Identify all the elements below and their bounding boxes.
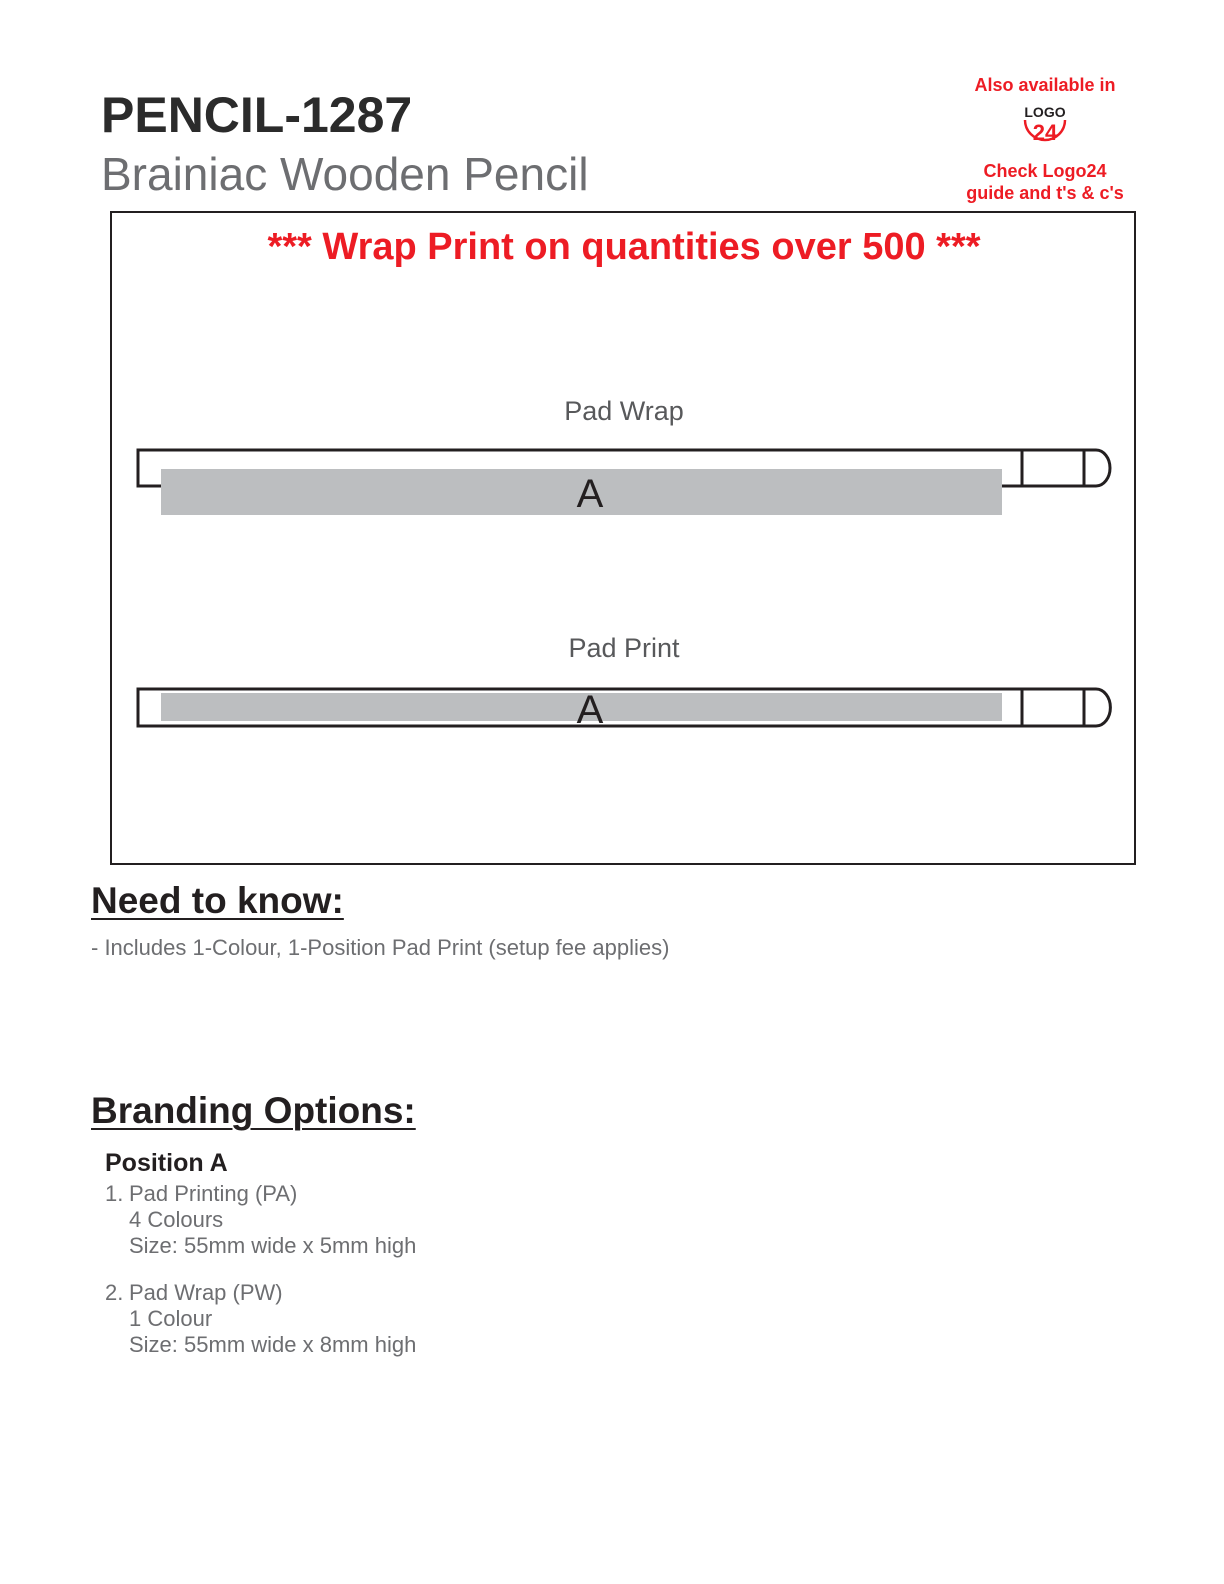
option-size: Size: 55mm wide x 8mm high — [129, 1332, 417, 1357]
logo24-badge-icon — [1015, 98, 1075, 156]
product-name: Brainiac Wooden Pencil — [101, 148, 589, 200]
need-to-know-item: - Includes 1-Colour, 1-Position Pad Print (setup fee applies) — [91, 935, 670, 960]
need-to-know-heading: Need to know: — [91, 880, 344, 921]
option-colours: 4 Colours — [129, 1207, 224, 1232]
wrap-print-banner: *** Wrap Print on quantities over 500 *** — [267, 226, 981, 268]
product-code: PENCIL-1287 — [101, 87, 413, 143]
logo24-notice — [950, 74, 1140, 204]
logo24-number: 24 — [1032, 120, 1058, 145]
branding-options-heading: Branding Options: — [91, 1090, 416, 1131]
pad-wrap-pencil-icon — [134, 444, 1116, 520]
position-a-title: Position A — [105, 1149, 228, 1177]
logo24-check-line1: Check Logo24 — [983, 161, 1107, 181]
option-name: Pad Printing (PA) — [129, 1181, 298, 1206]
option-number: 1. — [105, 1181, 124, 1206]
pad-wrap-area-label: A — [576, 472, 604, 516]
logo24-word: LOGO — [1024, 104, 1066, 120]
pad-wrap-label: Pad Wrap — [564, 396, 684, 426]
branding-option-pad-printing — [105, 1181, 416, 1259]
option-size: Size: 55mm wide x 5mm high — [129, 1233, 417, 1258]
option-name: Pad Wrap (PW) — [129, 1280, 283, 1305]
logo24-also-available: Also available in — [974, 75, 1116, 95]
option-colours: 1 Colour — [129, 1306, 213, 1331]
branding-diagram-frame — [110, 211, 1136, 865]
pad-print-pencil-icon — [134, 686, 1116, 730]
option-number: 2. — [105, 1280, 124, 1305]
pad-print-area-label: A — [576, 688, 604, 732]
logo24-check-line2: guide and t's & c's — [966, 183, 1124, 203]
pad-print-label: Pad Print — [568, 633, 680, 663]
branding-option-pad-wrap — [105, 1280, 416, 1358]
